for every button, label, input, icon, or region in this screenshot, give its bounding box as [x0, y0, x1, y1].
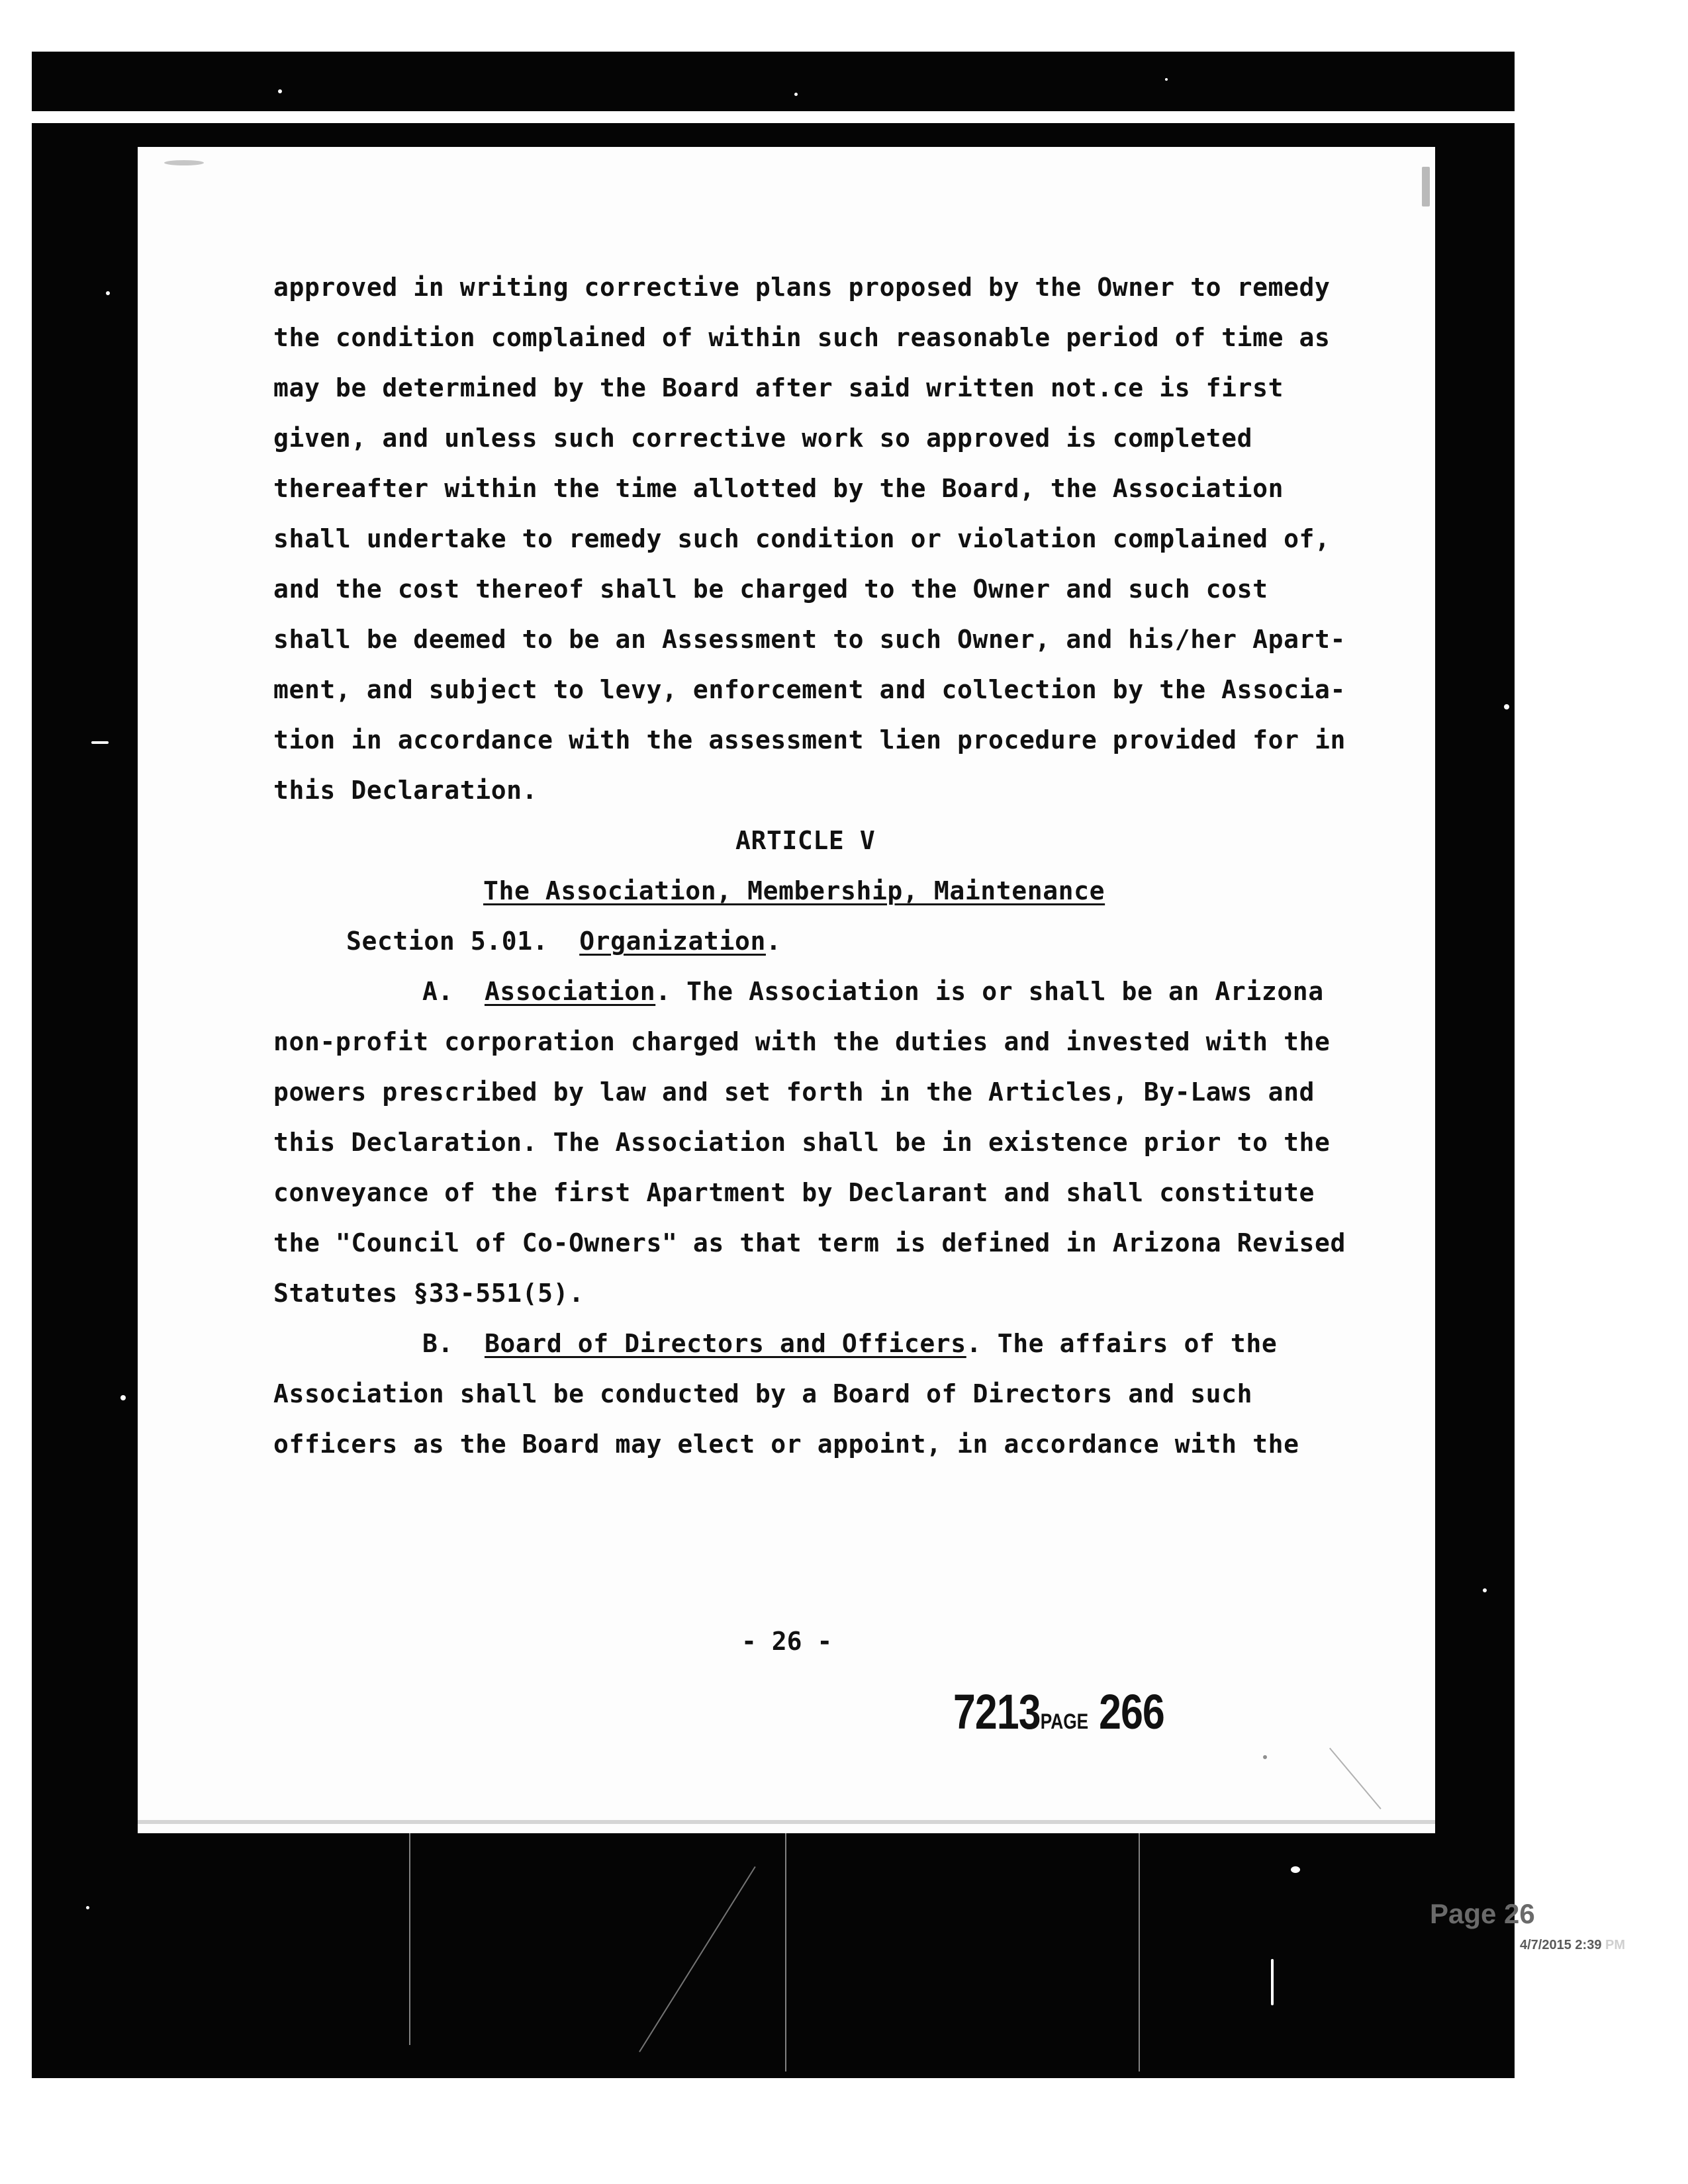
section-label: Section 5.01.	[346, 927, 549, 956]
scan-speck	[86, 1906, 89, 1909]
body-line: tion in accordance with the assessment lien procedure provided for in	[273, 725, 1346, 754]
stamp-page: 266	[1099, 1684, 1164, 1739]
body-line: this Declaration. The Association shall be in existence prior to the	[273, 1128, 1331, 1157]
article-heading: ARTICLE V	[735, 826, 876, 855]
stamp-book: 7213	[953, 1684, 1041, 1739]
scan-speck	[1271, 1959, 1274, 2005]
scan-speck	[1483, 1588, 1487, 1592]
recording-stamp	[953, 1684, 1164, 1740]
section-heading	[346, 927, 781, 956]
scan-speck	[278, 89, 282, 93]
scan-speck	[120, 1395, 126, 1400]
subsection-b-text: . The affairs of the	[966, 1329, 1278, 1358]
document-page	[138, 147, 1435, 1833]
body-line: Association shall be conducted by a Board of Directors and such	[273, 1379, 1253, 1408]
scan-scratch	[409, 1833, 410, 2045]
subsection-b-label: B.	[422, 1329, 453, 1358]
subsection-b-first-line	[422, 1329, 1277, 1358]
body-line: approved in writing corrective plans proposed by the Owner to remedy	[273, 273, 1331, 302]
viewer-timestamp-date: 4/7/2015 2:39	[1520, 1938, 1602, 1952]
body-line: Statutes §33-551(5).	[273, 1279, 585, 1308]
body-line: ment, and subject to levy, enforcement and collection by the Associa-	[273, 675, 1346, 704]
scan-scratch	[785, 1833, 786, 2071]
body-line: shall undertake to remedy such condition or violation complained of,	[273, 524, 1331, 553]
scan-speck	[1504, 704, 1509, 709]
section-title: Organization	[579, 927, 766, 956]
scan-top-gap	[32, 111, 1515, 123]
viewer-page-indicator	[1430, 1898, 1607, 1930]
stamp-page-word: PAGE	[1040, 1709, 1089, 1733]
body-line: shall be deemed to be an Assessment to such Owner, and his/her Apart-	[273, 625, 1346, 654]
body-line: non-profit corporation charged with the duties and invested with the	[273, 1027, 1331, 1056]
body-line: this Declaration.	[273, 776, 538, 805]
body-line: given, and unless such corrective work so approved is completed	[273, 424, 1253, 453]
scan-speck	[106, 291, 110, 295]
body-line: powers prescribed by law and set forth in the Articles, By-Laws and	[273, 1077, 1315, 1107]
subsection-a-text: . The Association is or shall be an Arizona	[655, 977, 1324, 1006]
subsection-b-title: Board of Directors and Officers	[484, 1329, 966, 1358]
viewer-timestamp	[1520, 1938, 1625, 1953]
section-title-period: .	[765, 927, 782, 956]
body-line: the condition complained of within such reasonable period of time as	[273, 323, 1331, 352]
body-line: officers as the Board may elect or appoint, in accordance with the	[273, 1430, 1299, 1459]
subsection-a-first-line	[422, 977, 1324, 1006]
viewer-timestamp-suffix: PM	[1605, 1938, 1625, 1952]
scan-speck	[1291, 1866, 1300, 1873]
article-title: The Association, Membership, Maintenance	[483, 876, 1105, 905]
body-line: thereafter within the time allotted by the Board, the Association	[273, 474, 1284, 503]
scan-speck	[1165, 78, 1168, 81]
viewer-page-total: of 78	[1542, 1898, 1608, 1929]
page-number: - 26 -	[741, 1627, 833, 1656]
body-line: the "Council of Co-Owners" as that term is defined in Arizona Revised	[273, 1228, 1346, 1257]
subsection-a-label: A.	[422, 977, 453, 1006]
scan-scratch	[1139, 1833, 1140, 2071]
body-line: may be determined by the Board after said written not.ce is first	[273, 373, 1284, 402]
scan-speck	[91, 741, 109, 744]
scan-speck	[794, 93, 798, 96]
document-body	[138, 147, 1435, 1833]
body-line: and the cost thereof shall be charged to the Owner and such cost	[273, 574, 1268, 604]
viewer-page-current: Page 26	[1430, 1898, 1535, 1929]
body-line: conveyance of the first Apartment by Declarant and shall constitute	[273, 1178, 1315, 1207]
subsection-a-title: Association	[484, 977, 656, 1006]
